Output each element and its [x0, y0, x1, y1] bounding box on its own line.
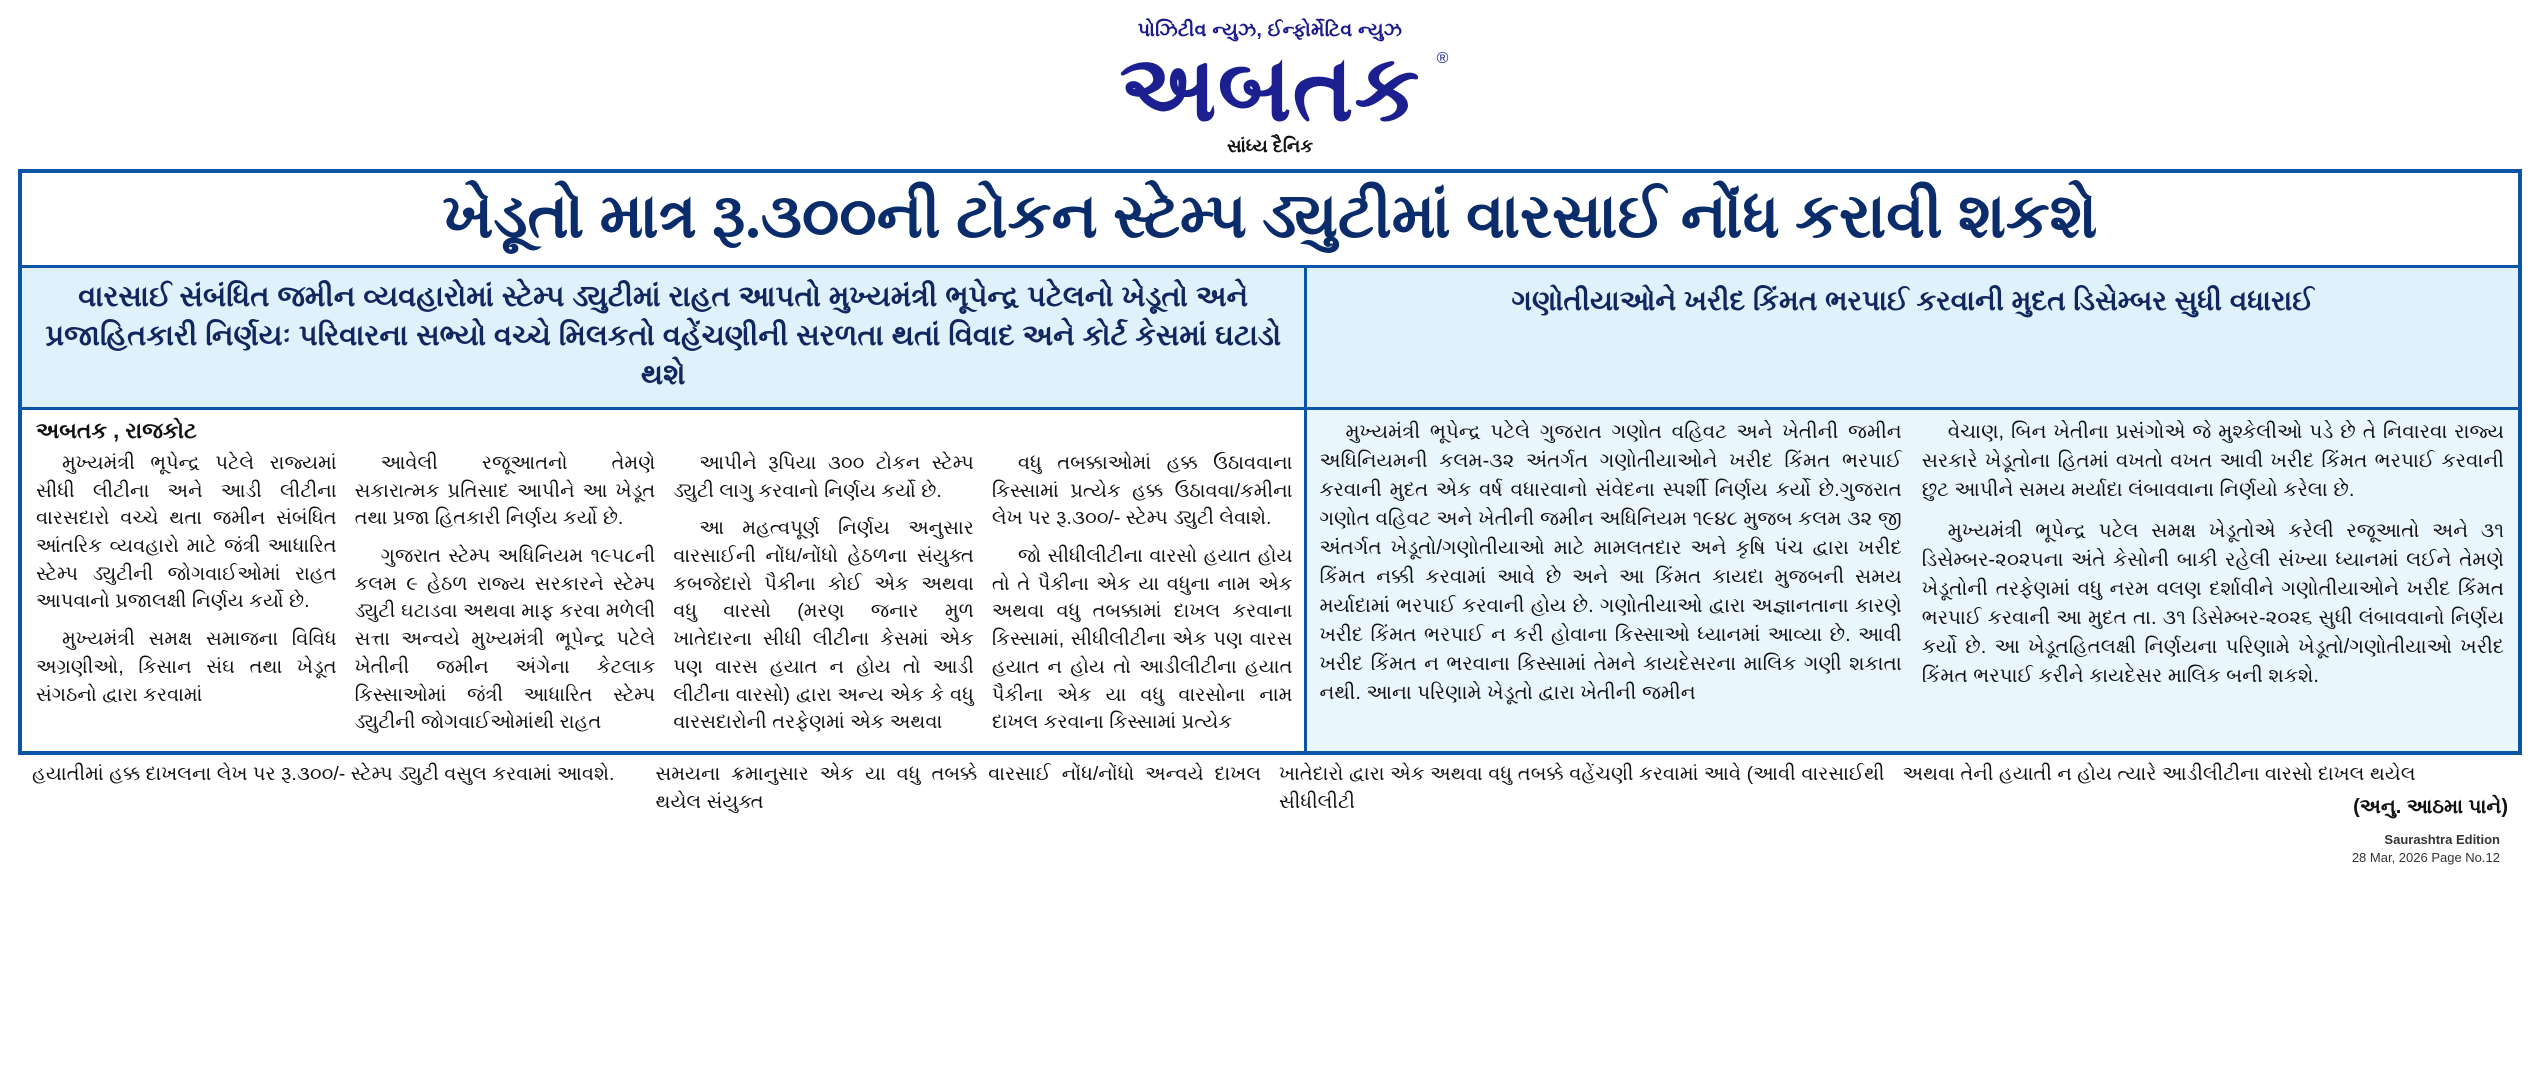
masthead — [18, 14, 2522, 157]
paragraph: આવેલી રજૂઆતનો તેમણે સકારાત્મક પ્રતિસાદ આપીને આ ખેડૂત તથા પ્રજા હિતકારી નિર્ણય કર્યો છે. — [354, 452, 656, 530]
article-body-left — [22, 410, 1307, 751]
paragraph: અથવા તેની હયાતી ન હોય ત્યારે આડીલીટીના વારસો દાખલ થયેલ — [1902, 762, 2416, 785]
right-column-1 — [1319, 418, 1901, 720]
paragraph: ગુજરાત સ્ટેમ્પ અધિનિયમ ૧૯૫૮ની કલમ ૯ હેઠળ રાજ્ય સરકારને સ્ટેમ્પ ડ્યુટી ઘટાડવા અથવા માફ કરવા મળેલી સત્તા અન્વયે મુખ્યમંત્રી ભૂપેન્દ્ર પટેલે ખેતીની જમીન અંગેના કેટલાક કિસ્સાઓમાં જંત્રી આધારિત સ્ટેમ્પ ડ્યુટીની જોગવાઈઓમાંથી રાહત — [354, 545, 656, 734]
article-body-right — [1307, 410, 2518, 751]
paragraph: જો સીધીલીટીના વારસો હયાત હોય તો તે પૈકીના એક યા વધુના નામ એક અથવા વધુ તબક્કામાં દાખલ કરવાના કિસ્સામાં, સીધીલીટીના એક પણ વારસ હયાત ન હોય તો આડીલીટીના હયાત પૈકીના એક યા વધુ વારસોના નામ દાખલ કરવાના કિસ્સામાં પ્રત્યેક — [991, 545, 1293, 734]
tail-column-4 — [1903, 761, 2509, 821]
paragraph: હયાતીમાં હક્ક દાખલના લેખ પર રૂ.૩૦૦/- સ્ટેમ્પ ડ્યુટી વસુલ કરવામાં આવશે. — [32, 762, 615, 785]
lead-article — [18, 169, 2522, 755]
paragraph: આ મહત્વપૂર્ણ નિર્ણય અનુસાર વારસાઈની નોંધ/નોંધો હેઠળના સંયુક્ત કબજેદારો પૈકીના કોઈ એક અથવા વધુ વારસો (મરણ જનાર મુળ ખાતેદારના સીધી લીટીના કેસમાં એક પણ વારસ હયાત ન હોય તો આડી લીટીના વારસો) દ્વારા અન્ય એક કે વધુ વારસદારોની તરફેણમાં એક અથવા — [673, 517, 974, 734]
continued-label: (અનુ. આઠમા પાને) — [2353, 795, 2508, 818]
right-column-set — [1319, 418, 2504, 720]
paragraph: વેચાણ, બિન ખેતીના પ્રસંગોએ જે મુશ્કેલીઓ પડે છે તે નિવારવા રાજ્ય સરકારે ખેડૂતોના હિતમાં વખતો વખત આવી ખરીદ કિંમત ભરપાઈ કરવાની છુટ આપીને સમય મર્યાદા લંબાવવાના નિર્ણયો કરેલા છે. — [1921, 421, 2504, 502]
subheadline-right: ગણોતીયાઓને ખરીદ કિંમત ભરપાઈ કરવાની મુદત ડિસેમ્બર સુધી વધારાઈ — [1511, 284, 2314, 316]
paragraph: મુખ્યમંત્રી ભૂપેન્દ્ર પટેલ સમક્ષ ખેડૂતોએ કરેલી રજૂઆતો અને ૩૧ ડિસેમ્બર-૨૦૨૫ના અંતે કેસોની બાકી રહેલી સંખ્યા ધ્યાનમાં લઈને તેમણે ખેડૂતોની તરફેણમાં વધુ નરમ વલણ દર્શાવીને ગણોતીયાઓને ખરીદ કિંમત ભરપાઈ કરવાની આ મુદત તા. ૩૧ ડિસેમ્બર-૨૦૨૬ સુધી લંબાવવાનો નિર્ણય કર્યો છે. આ ખેડૂતહિતલક્ષી નિર્ણયના પરિણામે ખેડૂતો/ગણોતીયાઓ ખરીદ કિંમત ભરપાઈ કરીને કાયદેસર માલિક બની શકશે. — [1921, 520, 2504, 688]
paragraph: સમયના ક્રમાનુસાર એક યા વધુ તબક્કે વારસાઈ નોંધ/નોંધો અન્વયે દાખલ થયેલ સંયુક્ત — [655, 762, 1261, 813]
left-column-set — [36, 450, 1292, 747]
masthead-tagline-top: પોઝિટીવ ન્યુઝ, ઈન્ફોર્મેટિવ ન્યુઝ — [1137, 20, 1403, 41]
tail-column-3 — [1279, 761, 1885, 821]
tail-column-2 — [656, 761, 1262, 821]
right-column-2 — [1922, 418, 2504, 720]
left-column-4 — [992, 450, 1293, 747]
paragraph: મુખ્યમંત્રી ભૂપેન્દ્ર પટેલે ગુજરાત ગણોત વહિવટ અને ખેતીની જમીન અધિનિયમની કલમ-૩૨ અંતર્ગત ગણોતીયાઓને ખરીદ કિંમત ભરપાઈ કરવાની મુદત એક વર્ષ વધારવાનો સંવેદના સ્પર્શી નિર્ણય કર્યો છે.ગુજરાત ગણોત વહિવટ અને ખેતીની જમીન અધિનિયમ ૧૯૪૮ મુજબ કલમ ૩૨ જી અંતર્ગત ખેડૂતો/ગણોતીયાઓ માટે મામલતદાર અને કૃષિ પંચ દ્વારા ખરીદ કિંમત નક્કી કરવામાં આવે છે અને આ કિંમત કાયદા મુજબની સમય મર્યાદામાં ભરપાઈ કરવાની હોય છે. ગણોતીયાઓ દ્વારા અજ્ઞાનતાના કારણે ખરીદ કિંમત ભરપાઈ ન કરી હોવાના કિસ્સાઓ ધ્યાનમાં આવ્યા છે. આવી ખરીદ કિંમત ન ભરવાના કિસ્સામાં તેમને કાયદેસરના માલિક ગણી શકાતા નથી. આના પરિણામે ખેડૂતો દ્વારા ખેતીની જમીન — [1319, 421, 1902, 705]
paragraph: ખાતેદારો દ્વારા એક અથવા વધુ તબક્કે વહેંચણી કરવામાં આવે (આવી વારસાઈથી સીધીલીટી — [1279, 762, 1885, 813]
footer-edition: Saurashtra Edition — [2384, 831, 2500, 847]
masthead-tagline-bottom: સાંધ્ય દૈનિક — [1226, 136, 1314, 157]
masthead-logo — [1119, 38, 1449, 140]
paragraph: મુખ્યમંત્રી ભૂપેન્દ્ર પટેલે રાજ્યમાં સીધી લીટીના અને આડી લીટીના વારસદારો વચ્ચે થતા જમીન સંબંધિત આંતરિક વ્યવહારો માટે જંત્રી આધારિત સ્ટેમ્પ ડ્યુટીની જોગવાઈઓમાં રાહત આપવાનો પ્રજાલક્ષી નિર્ણય કર્યો છે. — [36, 452, 337, 613]
masthead-logo-text: અબતક — [1119, 38, 1421, 140]
article-body — [22, 410, 2518, 751]
registered-trademark-icon: ® — [1436, 50, 1449, 67]
subheadline-row — [22, 268, 2518, 410]
byline: અબતક , રાજકોટ — [36, 418, 197, 444]
left-column-2 — [355, 450, 656, 747]
footer-date-page: 28 Mar, 2026 Page No.12 — [2351, 849, 2500, 865]
paragraph: આપીને રૂપિયા ૩૦૦ ટોકન સ્ટેમ્પ ડ્યુટી લાગુ કરવાનો નિર્ણય કર્યો છે. — [673, 452, 974, 502]
paragraph: મુખ્યમંત્રી સમક્ષ સમાજના વિવિધ અગ્રણીઓ, કિસાન સંઘ તથા ખેડૂત સંગઠનો દ્વારા કરવામાં — [36, 628, 337, 706]
paragraph: વધુ તબક્કાઓમાં હક્ક ઉઠાવવાના કિસ્સામાં પ્રત્યેક હક્ક ઉઠાવવા/કમીના લેખ પર રૂ.૩૦૦/- સ્ટેમ્પ ડ્યુટી લેવાશે. — [991, 452, 1293, 530]
left-column-3 — [673, 450, 974, 747]
tail-column-1 — [32, 761, 638, 821]
article-tail — [18, 755, 2522, 821]
subheadline-left: વારસાઈ સંબંધિત જમીન વ્યવહારોમાં સ્ટેમ્પ ડ્યુટીમાં રાહત આપતો મુખ્યમંત્રી ભૂપેન્દ્ર પટેલનો ખેડૂતો અને પ્રજાહિતકારી નિર્ણયઃ પરિવારના સભ્યો વચ્ચે મિલકતો વહેંચણીની સરળતા થતાં વિવાદ અને કોર્ટ કેસમાં ઘટાડો થશે — [22, 268, 1307, 407]
page-footer — [18, 831, 2522, 866]
article-headline: ખેડૂતો માત્ર રૂ.૩૦૦ની ટોકન સ્ટેમ્પ ડ્યુટીમાં વારસાઈ નોંધ કરાવી શકશે — [22, 173, 2518, 267]
left-column-1 — [36, 450, 337, 747]
